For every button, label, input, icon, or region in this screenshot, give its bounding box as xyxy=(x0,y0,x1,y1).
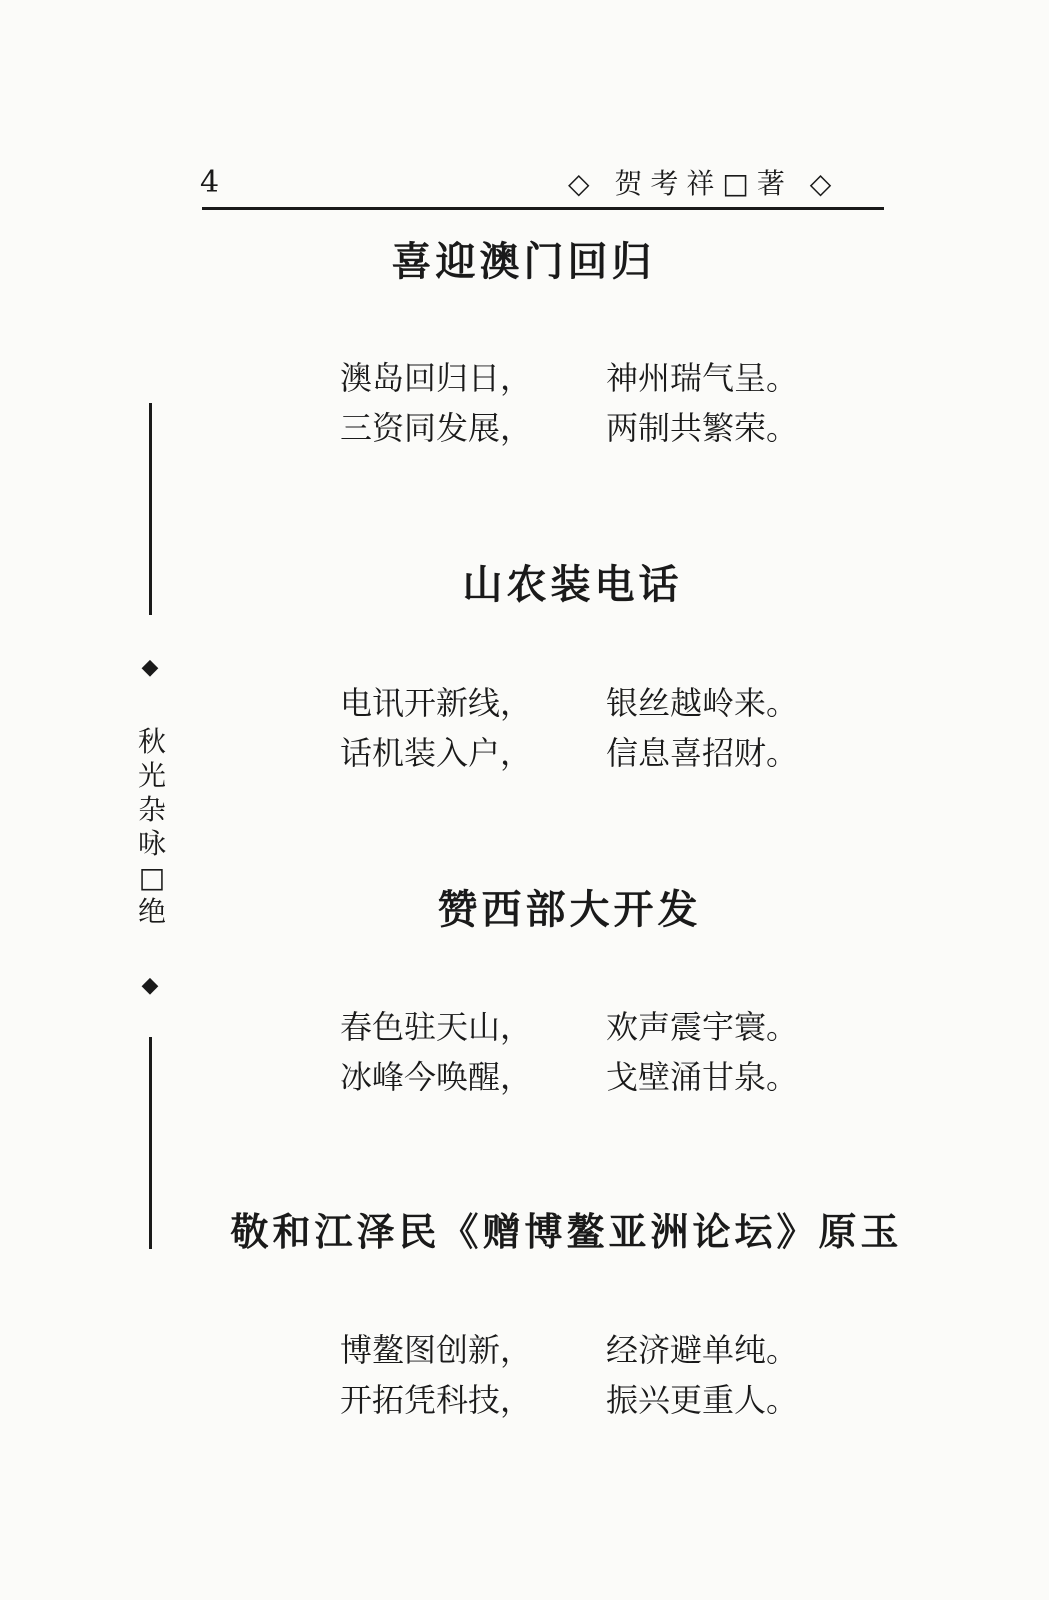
sidebar-collection-title: 秋 光 杂 咏 □ 绝 xyxy=(137,725,166,928)
verse-line: 澳岛回归日， xyxy=(340,359,533,397)
running-header-title: ◇ 贺考祥□著 ◇ xyxy=(568,167,840,200)
diamond-icon: ◆ xyxy=(141,973,159,998)
verse-line: 戈壁涌甘泉。 xyxy=(606,1058,799,1096)
header-rule xyxy=(202,207,884,210)
verse-line: 话机装入户， xyxy=(340,734,533,772)
verse-line: 电讯开新线， xyxy=(340,684,533,722)
verse-line: 信息喜招财。 xyxy=(606,734,799,772)
verse-line: 银丝越岭来。 xyxy=(606,684,799,722)
verse-line: 冰峰今唤醒， xyxy=(340,1058,533,1096)
verse-line: 欢声震宇寰。 xyxy=(606,1008,799,1046)
poem-title: 喜迎澳门回归 xyxy=(391,239,656,285)
poem-title: 山农装电话 xyxy=(462,562,683,608)
verse-line: 两制共繁荣。 xyxy=(606,409,799,447)
poem-title: 赞西部大开发 xyxy=(437,887,702,933)
diamond-icon: ◆ xyxy=(141,655,159,680)
page-number: 4 xyxy=(200,165,220,200)
verse-line: 开拓凭科技， xyxy=(340,1381,533,1419)
verse-line: 振兴更重人。 xyxy=(606,1381,799,1419)
verse-line: 经济避单纯。 xyxy=(606,1331,799,1369)
poem-title: 敬和江泽民《赠博鳌亚洲论坛》原玉 xyxy=(230,1210,903,1254)
verse-line: 博鳌图创新， xyxy=(340,1331,533,1369)
verse-line: 春色驻天山， xyxy=(340,1008,533,1046)
verse-line: 神州瑞气呈。 xyxy=(606,359,799,397)
verse-line: 三资同发展， xyxy=(340,409,533,447)
